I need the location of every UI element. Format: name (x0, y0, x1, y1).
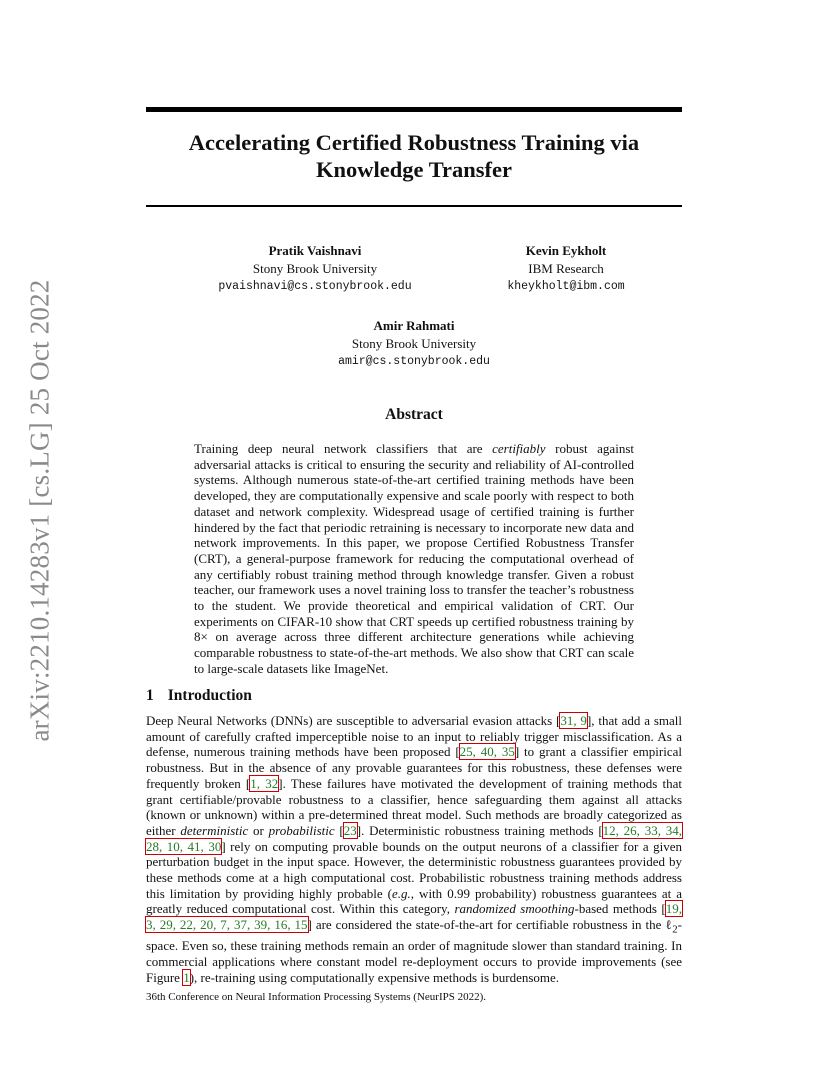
author-email: kheykholt@ibm.com (507, 280, 625, 293)
section-number: 1 (146, 687, 154, 704)
title-line-1: Accelerating Certified Robustness Training via (188, 130, 640, 155)
intro-emphasis: e.g., (392, 885, 415, 901)
author-affiliation: Stony Brook University (351, 336, 477, 351)
paper-title (146, 129, 682, 183)
title-line-2: Knowledge Transfer (315, 157, 513, 182)
intro-text: -based methods [ (574, 901, 666, 917)
intro-emphasis: deterministic (180, 822, 249, 838)
conference-footnote: 36th Conference on Neural Information Processing Systems (NeurIPS 2022). (146, 991, 487, 1003)
author-block (442, 242, 690, 295)
abstract-heading: Abstract (385, 406, 443, 423)
intro-text: ]. Deterministic robustness training methods [ (356, 822, 603, 838)
figure-link[interactable]: 1 (183, 969, 190, 985)
section-title: Introduction (167, 687, 252, 704)
title-rule-bottom (146, 205, 682, 207)
author-block (300, 317, 528, 370)
intro-text: -space. Even so, these training methods remain an order of magnitude slower than standard training. In commercial applications where constant model re-deployment occurs to provide improvements (see Figure (146, 917, 683, 985)
intro-text: ], that add a small amount of carefully crafted imperceptible noise to an input to reliably trigger misclassification. As a defense, numerous training methods have been proposed [ (146, 713, 683, 760)
citation-link[interactable]: 31, 9 (560, 713, 587, 728)
citation-link[interactable]: 1, 32 (250, 775, 279, 791)
intro-text: Deep Neural Networks (DNNs) are susceptible to adversarial evasion attacks [ (146, 713, 561, 728)
abstract-emphasis: certifiably (492, 441, 546, 456)
intro-text: ), re-training using computationally expensive methods is burdensome. (189, 969, 560, 985)
intro-emphasis: randomized smoothing (454, 901, 575, 917)
intro-text: ] to grant a classifier empirical robustness. But in the absence of any provable guarantees for this robustness, these defenses were frequently broken [ (146, 744, 682, 791)
citation-link[interactable]: 19, 3, 29, 22, 20, 7, 37, 39, 16, 15 (146, 901, 683, 933)
author-email: pvaishnavi@cs.stonybrook.edu (218, 280, 412, 293)
arxiv-stamp (23, 278, 57, 742)
intro-text: ] rely on computing provable bounds on the output neurons of a classifier for a given perturbation budget in the input space. However, the deterministic robustness guarantees provided by these methods come at a high computational cost. Probabilistic robustness training methods address this limitation by providing highly probable ( (146, 838, 682, 901)
intro-text: ] are considered the state-of-the-art for certifiable robustness in the ℓ (307, 917, 673, 933)
intro-text: or (248, 822, 269, 838)
title-rule-top (146, 107, 682, 112)
citation-link[interactable]: 12, 26, 33, 34, 28, 10, 41, 30 (146, 822, 682, 854)
author-name: Kevin Eykholt (525, 243, 607, 258)
intro-text: ]. These failures have motivated the development of training methods that grant certifiable/provable robustness to a classifier, hence safeguarding them against all attacks (known or unknown) within a pre-determined threat model. Such methods are broadly categorized as either (146, 775, 683, 838)
intro-paragraph (146, 713, 682, 986)
author-block (200, 242, 430, 295)
section-heading (146, 687, 252, 705)
intro-text: [ (334, 822, 344, 838)
citation-link[interactable]: 25, 40, 35 (459, 744, 515, 760)
citation-link[interactable]: 23 (343, 822, 357, 838)
intro-emphasis: probabilistic (268, 822, 335, 838)
arxiv-stamp-text: arXiv:2210.14283v1 [cs.LG] 25 Oct 2022 (24, 278, 55, 742)
abstract-text-part: Training deep neural network classifiers that are (194, 441, 493, 456)
abstract-text-part: robust against adversarial attacks is critical to ensuring the security and reliability of AI-controlled systems. Although numerous state-of-the-art certified training methods have been developed, they are computationally expensive and scale poorly with respect to both dataset and network complexity. Widespread usage of certified training is further hindered by the fact that periodic retraining is necessary to incorporate new data and network improvements. In this paper, we propose Certified Robustness Transfer (CRT), a general-purpose framework for reducing the computational overhead of any certifiably robust training method through knowledge transfer. Given a robust teacher, our framework uses a novel training loss to transfer the teacher’s robustness to the student. We provide theoretical and empirical validation of CRT. Our experiments on CIFAR-10 show that CRT speeds up certified robustness training by 8× on average across three different architecture generations while achieving comparable robustness to state-of-the-art methods. We also show that CRT can scale to large-scale datasets like ImageNet. (194, 441, 634, 676)
author-affiliation: Stony Brook University (252, 261, 378, 276)
author-email: amir@cs.stonybrook.edu (338, 355, 490, 368)
author-name: Amir Rahmati (373, 318, 455, 333)
abstract-text (194, 441, 634, 677)
intro-subscript: 2 (672, 923, 678, 936)
author-affiliation: IBM Research (528, 261, 604, 276)
intro-text: with 0.99 probability) robustness guarantees at a greatly reduced computational cost. Within this category, (146, 885, 683, 917)
author-name: Pratik Vaishnavi (268, 243, 362, 258)
